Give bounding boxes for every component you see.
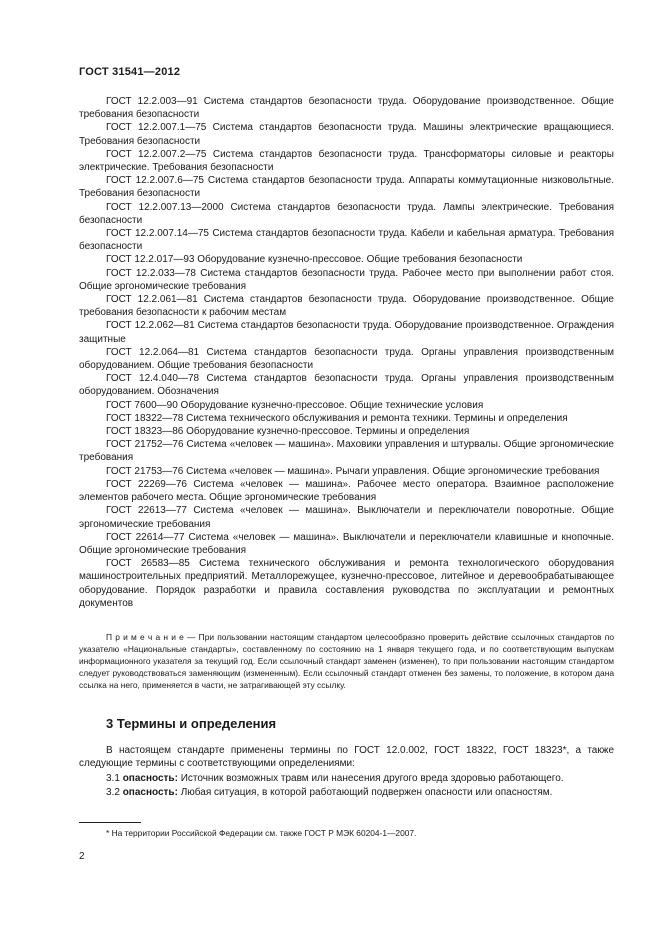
reference-item: ГОСТ 18322—78 Система технического обслуживания и ремонта техники. Термины и определения xyxy=(106,412,568,424)
note-text: При пользовании настоящим стандартом целесообразно проверить действие ссылочных стандартов по указателю «Национальные стандарты», составленному по состоянию на 1 января текущего года, и по соответствующим выпускам информационного указателя за текущий год. Если ссылочный стандарт заменен (изменен), то при пользовании настоящим стандартом следует руководствоваться заменяющим (измененным). Если ссылочный стандарт отменен без замены, то положение, в котором дана ссылка на него, применяется в части, не затрагивающей эту ссылку. xyxy=(79,632,614,690)
terms-section-body xyxy=(79,744,614,801)
term-definition xyxy=(79,786,614,799)
reference-item: ГОСТ 22269—76 Система «человек — машина». Рабочее место оператора. Взаимное расположение элементов рабочего места. Общие эргономические требования xyxy=(79,478,614,504)
reference-item: ГОСТ 12.2.007.14—75 Система стандартов безопасности труда. Кабели и кабельная арматура. Требования безопасности xyxy=(79,228,614,253)
reference-item: ГОСТ 12.2.017—93 Оборудование кузнечно-прессовое. Общие требования безопасности xyxy=(106,254,523,266)
reference-item: ГОСТ 12.2.033—78 Система стандартов безопасности труда. Рабочее место при выполнении работ стоя. Общие эргономические требования xyxy=(79,267,614,292)
reference-item: ГОСТ 26583—85 Система технического обслуживания и ремонта технологического оборудования машиностроительных предприятий. Металлорежущее, кузнечно-прессовое, литейное и деревообрабатывающее оборудование. Порядок разработки и правила составления руководства по эксплуатации и ремонтных документов xyxy=(79,558,614,609)
footnote: * На территории Российской Федерации см. также ГОСТ Р МЭК 60204-1—2007. xyxy=(106,828,417,838)
reference-item: ГОСТ 12.2.007.2—75 Система стандартов безопасности труда. Трансформаторы силовые и реакторы электрические. Требования безопасности xyxy=(79,148,614,174)
page-number: 2 xyxy=(79,851,85,862)
reference-item: ГОСТ 21753—76 Система «человек — машина». Рычаги управления. Общие эргономические требования xyxy=(106,465,600,477)
term-text: Источник возможных травм или нанесения другого вреда здоровью работающего. xyxy=(180,772,564,784)
reference-item: ГОСТ 12.2.064—81 Система стандартов безопасности труда. Органы управления производственным оборудованием. Общие требования безопасности xyxy=(79,346,614,372)
reference-item: ГОСТ 7600—90 Оборудование кузнечно-прессовое. Общие технические условия xyxy=(106,399,484,411)
footnote-divider xyxy=(79,822,141,823)
term-name: опасность: xyxy=(122,772,178,784)
reference-item: ГОСТ 21752—76 Система «человек — машина». Маховики управления и штурвалы. Общие эргономические требования xyxy=(79,439,614,464)
reference-item: ГОСТ 12.2.007.1—75 Система стандартов безопасности труда. Машины электрические вращающиеся. Требования безопасности xyxy=(79,122,614,147)
note-label: П р и м е ч а н и е — xyxy=(106,632,196,642)
reference-item: ГОСТ 22613—77 Система «человек — машина». Выключатели и переключатели поворотные. Общие эргономические требования xyxy=(79,505,614,530)
reference-item: ГОСТ 12.2.007.6—75 Система стандартов безопасности труда. Аппараты коммутационные низковольтные. Требования безопасности xyxy=(79,175,614,200)
normative-references-list xyxy=(79,95,614,610)
reference-item: ГОСТ 12.4.040—78 Система стандартов безопасности труда. Органы управления производственным оборудованием. Обозначения xyxy=(79,373,614,398)
term-text: Любая ситуация, в которой работающий подвержен опасности или опасностям. xyxy=(180,787,553,799)
term-name: опасность: xyxy=(122,787,178,799)
reference-item: ГОСТ 22614—77 Система «человек — машина». Выключатели и переключатели клавишные и кнопочные. Общие эргономические требования xyxy=(79,531,614,556)
reference-item: ГОСТ 18323—86 Оборудование кузнечно-прессовое. Термины и определения xyxy=(106,426,470,438)
reference-item: ГОСТ 12.2.062—81 Система стандартов безопасности труда. Оборудование производственное. Ограждения защитные xyxy=(79,320,614,345)
term-number: 3.2 xyxy=(106,787,120,799)
intro-paragraph: В настоящем стандарте применены термины по ГОСТ 12.0.002, ГОСТ 18322, ГОСТ 18323*, а также следующие термины с соответствующими определениями: xyxy=(79,745,614,770)
term-definition xyxy=(79,772,614,785)
reference-item: ГОСТ 12.2.007.13—2000 Система стандартов безопасности труда. Лампы электрические. Требования безопасности xyxy=(79,201,614,226)
references-note xyxy=(79,631,614,691)
document-header: ГОСТ 31541—2012 xyxy=(79,66,181,78)
reference-item: ГОСТ 12.2.061—81 Система стандартов безопасности труда. Оборудование производственное. Общие требования безопасности к рабочим местам xyxy=(79,294,614,319)
term-number: 3.1 xyxy=(106,772,120,784)
section-title: 3 Термины и определения xyxy=(106,716,277,731)
reference-item: ГОСТ 12.2.003—91 Система стандартов безопасности труда. Оборудование производственное. Общие требования безопасности xyxy=(79,96,614,121)
